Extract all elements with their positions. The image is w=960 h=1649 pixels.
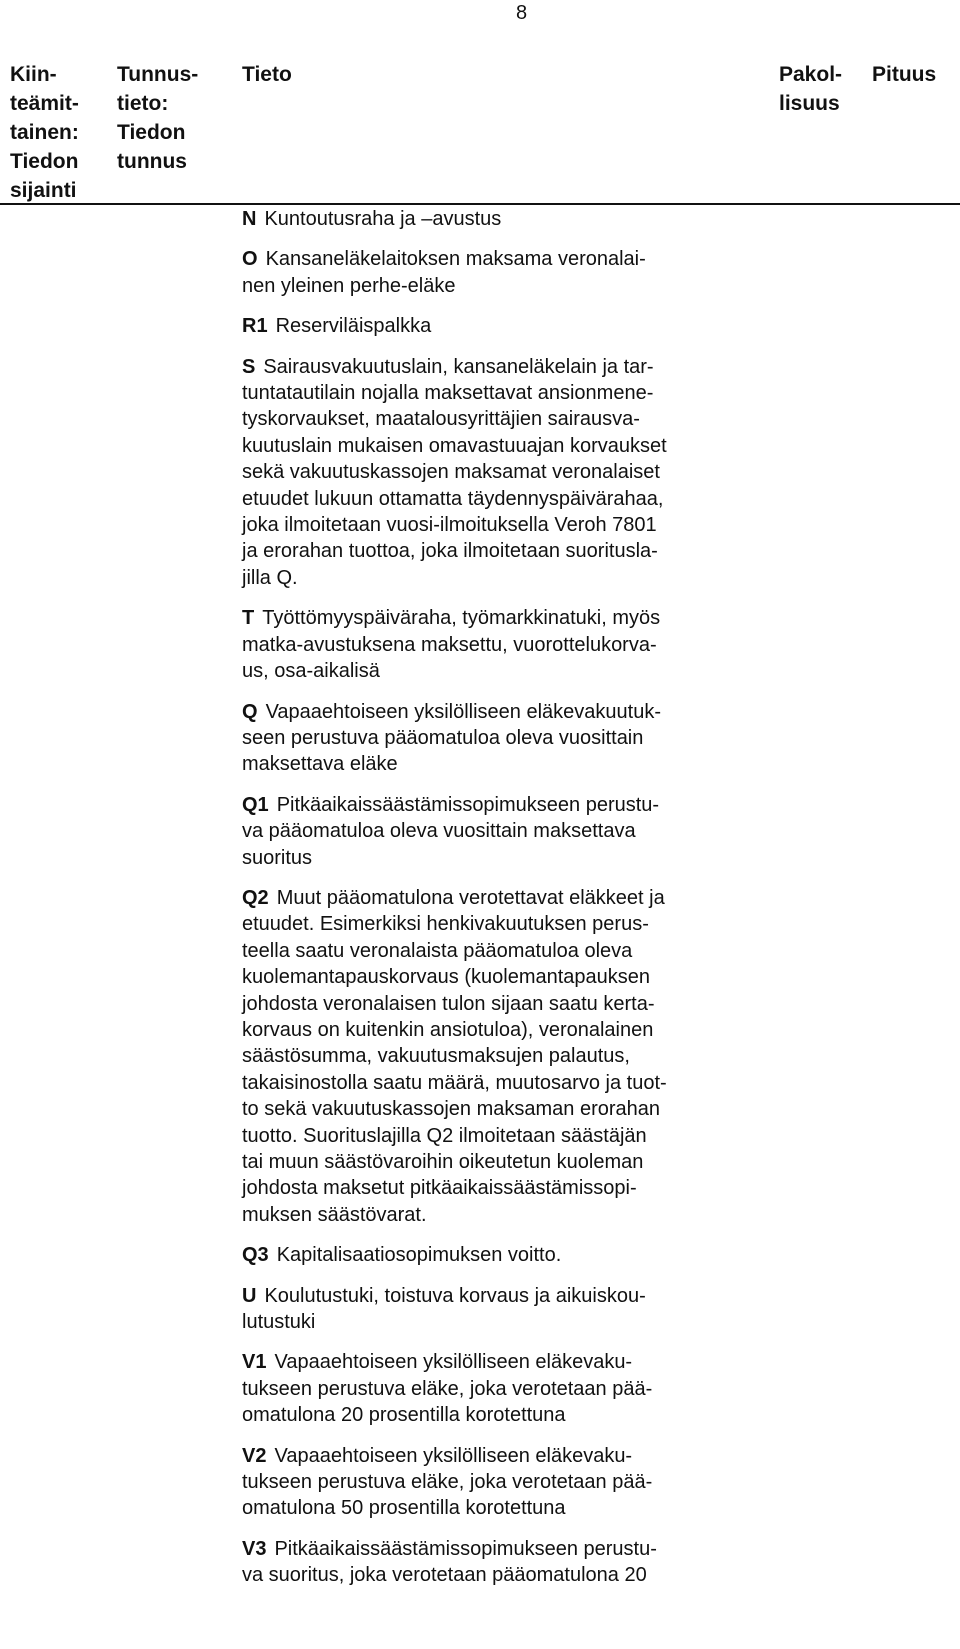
entry-code: O [242, 248, 258, 271]
list-item [242, 699, 762, 778]
entry-line: johdosta maksetut pitkäaikaissäästämissopi- [242, 1177, 637, 1200]
entry-line: etuudet. Esimerkiksi henkivakuutuksen perus- [242, 913, 649, 936]
entry-line: omatulona 50 prosentilla korotettuna [242, 1497, 566, 1520]
header-line: lisuus [779, 92, 840, 115]
entry-code: U [242, 1284, 257, 1307]
entry-code: V1 [242, 1351, 267, 1374]
entry-text: Vapaaehtoiseen yksilölliseen eläkevaku- [274, 1351, 633, 1374]
entry-line: matka-avustuksena maksettu, vuorottelukorva- [242, 633, 657, 656]
header-line: sijainti [10, 179, 77, 202]
entry-line [242, 1443, 762, 1469]
entry-line: muksen säästövarat. [242, 1203, 427, 1226]
list-item [242, 1242, 762, 1268]
header-location [10, 60, 79, 205]
entry-line: omatulona 20 prosentilla korotettuna [242, 1404, 566, 1427]
entry-line [242, 354, 762, 380]
entry-text: Sairausvakuutuslain, kansaneläkelain ja tar- [263, 355, 654, 378]
entry-line: lutustuki [242, 1311, 316, 1334]
list-item [242, 313, 762, 339]
entry-line [242, 1349, 762, 1375]
list-item [242, 792, 762, 871]
entry-line: suoritus [242, 846, 313, 869]
entry-code: V2 [242, 1444, 267, 1467]
entry-code: Q2 [242, 886, 269, 909]
entry-line: tai muun säästövaroihin oikeutetun kuoleman [242, 1151, 644, 1173]
entry-line: tyskorvaukset, maatalousyrittäjien sairausva- [242, 408, 640, 431]
entry-line [242, 699, 762, 725]
header-line: Pakol- [779, 63, 843, 86]
entry-line: etuudet lukuun ottamatta täydennyspäivärahaa, [242, 487, 664, 510]
header-line: Tiedon [117, 121, 186, 144]
entry-line: ja erorahan tuottoa, joka ilmoitetaan suoritusla- [242, 540, 658, 563]
entry-line: tukseen perustuva eläke, joka verotetaan pää- [242, 1471, 653, 1494]
entry-text: Vapaaehtoiseen yksilölliseen eläkevaku- [274, 1444, 633, 1467]
header-line: Kiin- [10, 63, 57, 86]
list-item [242, 1283, 762, 1336]
entry-line: takaisinostolla saatu määrä, muutosarvo ja tuot- [242, 1071, 667, 1094]
header-divider [0, 203, 960, 205]
entry-line [242, 792, 762, 818]
entry-code: Q [242, 700, 258, 723]
list-item [242, 1349, 762, 1428]
entry-code: S [242, 355, 256, 378]
header-line: teämit- [10, 92, 79, 115]
entry-line: va pääomatuloa oleva vuosittain maksettava [242, 820, 636, 843]
entry-line: korvaus on kuitenkin ansiotuloa), veronalainen [242, 1018, 654, 1041]
entry-line: va suoritus, joka verotetaan pääomatulona 20 [242, 1564, 647, 1587]
entry-line [242, 206, 762, 232]
header-length [872, 60, 936, 89]
header-line: Tunnus- [117, 63, 199, 86]
entry-line: säästösumma, vakuutusmaksujen palautus, [242, 1045, 630, 1068]
list-item [242, 206, 762, 232]
header-mandatory [779, 60, 842, 118]
entry-line: teella saatu veronalaista pääomatuloa oleva [242, 939, 633, 962]
entry-line: nen yleinen perhe-eläke [242, 274, 456, 297]
entry-line: maksettava eläke [242, 753, 398, 776]
entry-code: Q1 [242, 793, 269, 816]
entry-line [242, 313, 762, 339]
entry-text: Työttömyyspäiväraha, työmarkkinatuki, myös [262, 607, 661, 630]
entry-text: Reserviläispalkka [275, 315, 432, 338]
list-item [242, 885, 762, 1228]
header-line: tieto: [117, 92, 169, 115]
entry-text: Vapaaehtoiseen yksilölliseen eläkevakuutuk- [265, 700, 661, 723]
entry-text: Kuntoutusraha ja –avustus [264, 208, 502, 230]
entry-line [242, 1283, 762, 1309]
table-header [0, 60, 960, 208]
header-line: Pituus [872, 63, 937, 86]
payment-type-list [242, 206, 762, 1603]
header-identifier [117, 60, 198, 176]
entry-line: tuntatautilain nojalla maksettavat ansionmene- [242, 382, 654, 405]
entry-line: tuotto. Suorituslajilla Q2 ilmoitetaan säästäjän [242, 1124, 647, 1147]
page-number: 8 [516, 2, 528, 24]
entry-line: us, osa-aikalisä [242, 660, 380, 683]
entry-line: kuutuslain mukaisen omavastuuajan korvaukset [242, 434, 667, 457]
entry-line [242, 246, 762, 272]
list-item [242, 1443, 762, 1522]
entry-text: Koulutustuki, toistuva korvaus ja aikuiskou- [264, 1284, 646, 1307]
entry-text: Pitkäaikaissäästämissopimukseen perustu- [274, 1537, 657, 1560]
entry-code: R1 [242, 315, 268, 338]
entry-code: N [242, 208, 257, 230]
entry-line: joka ilmoitetaan vuosi-ilmoituksella Veroh 7801 [242, 514, 657, 537]
entry-line: jilla Q. [242, 566, 298, 589]
entry-line [242, 1242, 762, 1268]
list-item [242, 246, 762, 299]
header-line: tainen: [10, 121, 79, 144]
entry-line: seen perustuva pääomatuloa oleva vuosittain [242, 726, 644, 749]
entry-code: Q3 [242, 1244, 269, 1267]
header-info [242, 60, 292, 89]
list-item [242, 605, 762, 684]
header-line: Tieto [242, 63, 292, 86]
entry-line [242, 1536, 762, 1562]
entry-line: johdosta veronalaisen tulon sijaan saatu kerta- [242, 992, 655, 1015]
header-line: Tiedon [10, 150, 79, 173]
entry-line [242, 605, 762, 631]
entry-line: tukseen perustuva eläke, joka verotetaan pää- [242, 1377, 653, 1400]
entry-text: Muut pääomatulona verotettavat eläkkeet ja [276, 886, 665, 909]
list-item [242, 354, 762, 592]
entry-line: kuolemantapauskorvaus (kuolemantapauksen [242, 966, 651, 989]
entry-line: to sekä vakuutuskassojen maksaman erorahan [242, 1098, 661, 1121]
list-item [242, 1536, 762, 1589]
entry-text: Kansaneläkelaitoksen maksama veronalai- [265, 248, 646, 271]
entry-line [242, 885, 762, 911]
entry-line: sekä vakuutuskassojen maksamat veronalaiset [242, 461, 660, 484]
header-line: tunnus [117, 150, 187, 173]
entry-text: Kapitalisaatiosopimuksen voitto. [276, 1244, 562, 1267]
entry-code: V3 [242, 1537, 267, 1560]
entry-code: T [242, 607, 255, 630]
entry-text: Pitkäaikaissäästämissopimukseen perustu- [276, 793, 660, 816]
